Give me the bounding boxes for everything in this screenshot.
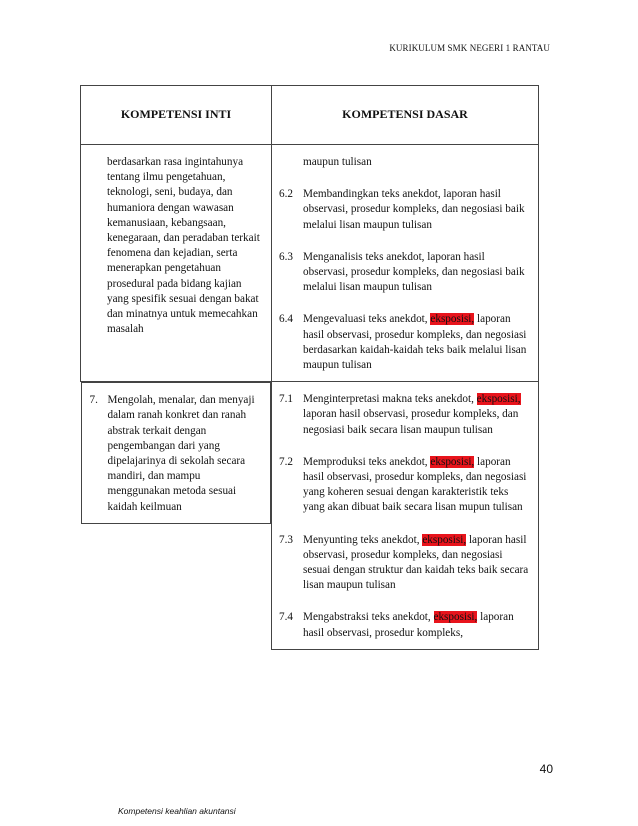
highlight: eksposisi, xyxy=(422,533,467,546)
kd-item xyxy=(279,392,530,438)
kd-number: 6.4 xyxy=(279,313,293,326)
kd-item xyxy=(279,312,530,373)
highlight: eksposisi, xyxy=(430,455,475,468)
kd-continuation: maupun tulisan xyxy=(303,156,372,168)
table-row xyxy=(81,382,539,650)
page-number: 40 xyxy=(539,762,553,776)
kd-text: Menyunting teks anekdot, eksposisi, laporan hasil observasi, prosedur kompleks, dan negosiasi sesuai dengan struktur dan kaidah teks baik secara lisan maupun tulisan xyxy=(303,533,529,592)
kd-number: 7.1 xyxy=(279,393,293,406)
ki-cell xyxy=(81,382,272,524)
highlight: eksposisi, xyxy=(430,313,475,326)
kd-number: 6.3 xyxy=(279,250,293,263)
running-header: KURIKULUM SMK NEGERI 1 RANTAU xyxy=(389,43,550,53)
ki-text: berdasarkan rasa ingintahunya tentang ilmu pengetahuan, teknologi, seni, budaya, dan humaniora dengan wawasan kemanusiaan, kebangsaan, kenegaraan, dan peradaban terkait fenomena dan kejadian, serta menerapkan pengetahuan prosedural pada bidang kajian yang spesifik sesuai dengan bakat dan minatnya untuk memecahkan masalah xyxy=(107,156,260,336)
ki-cell xyxy=(81,145,272,382)
highlight: eksposisi, xyxy=(433,611,478,624)
kd-number: 7.4 xyxy=(279,611,293,624)
kd-cell xyxy=(272,382,539,650)
kd-item xyxy=(279,455,530,516)
column-header-kd: KOMPETENSI DASAR xyxy=(272,86,539,145)
footer-text: Kompetensi keahlian akuntansi xyxy=(118,806,236,816)
kd-text: Mengabstraksi teks anekdot, eksposisi, laporan hasil observasi, prosedur kompleks, xyxy=(303,611,514,639)
column-header-ki: KOMPETENSI INTI xyxy=(81,86,272,145)
ki-text: Mengolah, menalar, dan menyaji dalam ranah konkret dan ranah abstrak terkait dengan pengembangan dari yang dipelajarinya di sekolah secara mandiri, dan mampu menggunakan metoda sesuai kaidah keilmuan xyxy=(107,394,255,513)
kd-number: 6.2 xyxy=(279,188,293,201)
kd-text: Memproduksi teks anekdot, eksposisi, laporan hasil observasi, prosedur kompleks, dan negosiasi yang koheren sesuai dengan karakteristik teks yang akan dibuat baik secara lisan mupun tulisan xyxy=(303,455,527,514)
kd-text: Menginterpretasi makna teks anekdot, eksposisi, laporan hasil observasi, prosedur kompleks, dan negosiasi baik secara lisan maupun tulisan xyxy=(303,393,521,436)
kd-text: Menganalisis teks anekdot, laporan hasil observasi, prosedur kompleks, dan negosiasi baik melalui lisan maupun tulisan xyxy=(303,250,525,294)
kd-item xyxy=(279,187,530,233)
kd-text: Mengevaluasi teks anekdot, eksposisi, laporan hasil observasi, prosedur kompleks, dan negosiasi berdasarkan kaidah-kaidah teks baik melalui lisan maupun tulisan xyxy=(303,313,527,372)
kd-item xyxy=(279,250,530,296)
kd-number: 7.2 xyxy=(279,455,293,468)
ki-number: 7. xyxy=(89,394,98,407)
kd-cell xyxy=(272,145,539,382)
table-header-row xyxy=(81,86,539,145)
table-row xyxy=(81,145,539,382)
kd-item xyxy=(279,533,530,594)
kd-text: Membandingkan teks anekdot, laporan hasil observasi, prosedur kompleks, dan negosiasi baik melalui lisan maupun tulisan xyxy=(303,188,525,231)
highlight: eksposisi, xyxy=(476,393,521,406)
kd-number: 7.3 xyxy=(279,533,293,546)
kd-item xyxy=(279,610,530,640)
competency-table xyxy=(80,85,539,650)
